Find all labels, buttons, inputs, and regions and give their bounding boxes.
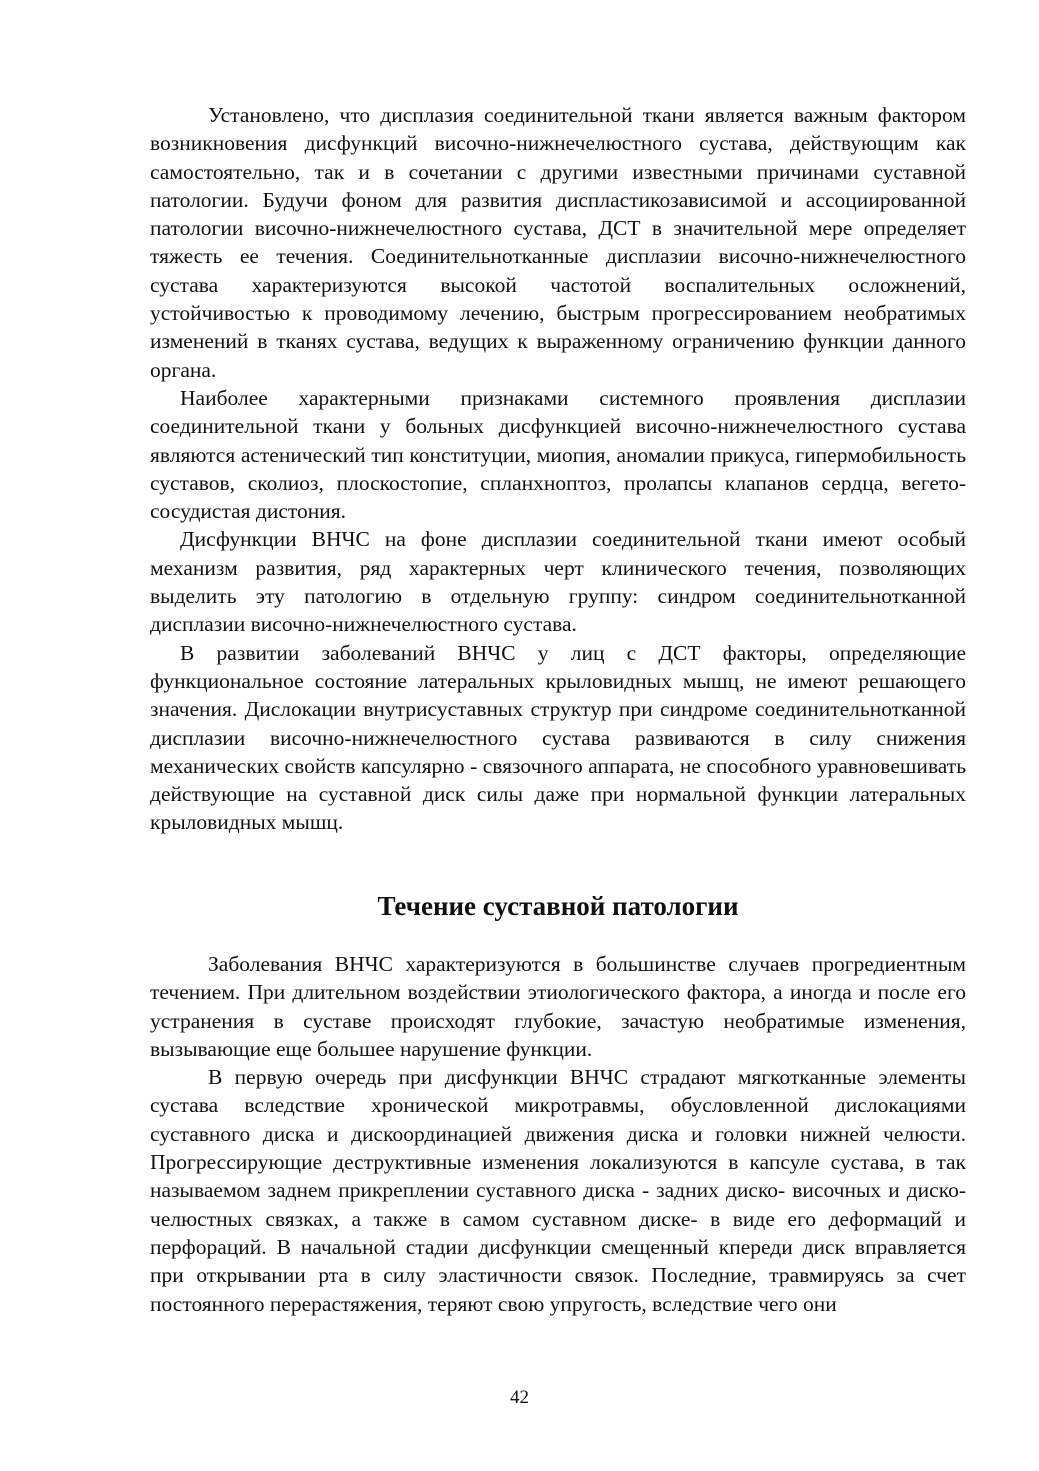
- paragraph: Наиболее характерными признаками системного проявления дисплазии соединительной ткани у больных дисфункцией височно-нижнечелюстного сустава являются астенический тип конституции, миопия, аномалии прикуса, гипермобильность суставов, сколиоз, плоскостопие, спланхноптоз, пролапсы клапанов сердца, вегето-сосудистая дистония.: [150, 385, 966, 524]
- page-number: 42: [510, 1387, 529, 1408]
- paragraph: Установлено, что дисплазия соединительной ткани является важным фактором возникновения дисфункций височно-нижнечелюстного сустава, действующим как самостоятельно, так и в сочетании с другими известными причинами суставной патологии. Будучи фоном для развития диспластикозависимой и ассоциированной патологии височно-нижнечелюстного сустава, ДСТ в значительной мере определяет тяжесть ее течения. Соединительнотканные дисплазии височно-нижнечелюстного сустава характеризуются высокой частотой воспалительных осложнений, устойчивостью к проводимому лечению, быстрым прогрессированием необратимых изменений в тканях сустава, ведущих к выраженному ограничению функции данного органа.: [150, 103, 966, 382]
- paragraph: В развитии заболеваний ВНЧС у лиц с ДСТ факторы, определяющие функциональное состояние латеральных крыловидных мышц, не имеют решающего значения. Дислокации внутрисуставных структур при синдроме соединительнотканной дисплазии височно-нижнечелюстного сустава развиваются в силу снижения механических свойств капсулярно - связочного аппарата, не способного уравновешивать действующие на суставной диск силы даже при нормальной функции латеральных крыловидных мышц.: [150, 640, 966, 835]
- paragraph: Дисфункции ВНЧС на фоне дисплазии соединительной ткани имеют особый механизм развития, ряд характерных черт клинического течения, позволяющих выделить эту патологию в отдельную группу: синдром соединительнотканной дисплазии височно-нижнечелюстного сустава.: [150, 527, 966, 637]
- paragraph: В первую очередь при дисфункции ВНЧС страдают мягкотканные элементы сустава вследствие хронической микротравмы, обусловленной дислокациями суставного диска и дискоординацией движения диска и головки нижней челюсти. Прогрессирующие деструктивные изменения локализуются в капсуле сустава, в так называемом заднем прикреплении суставного диска - задних диско- височных и диско- челюстных связках, а также в самом суставном диске- в виде его деформаций и перфораций. В начальной стадии дисфункции смещенный кпереди диск вправляется при открывании рта в силу эластичности связок. Последние, травмируясь за счет постоянного перерастяжения, теряют свою упругость, вследствие чего они: [150, 1065, 966, 1316]
- section-heading: Течение суставной патологии: [377, 891, 739, 921]
- text-block-bottom: [150, 950, 966, 1318]
- paragraph: Заболевания ВНЧС характеризуются в большинстве случаев прогредиентным течением. При длительном воздействии этиологического фактора, а иногда и после его устранения в суставе происходят глубокие, зачастую необратимые изменения, вызывающие еще большее нарушение функции.: [150, 952, 966, 1061]
- text-block-top: [150, 101, 966, 837]
